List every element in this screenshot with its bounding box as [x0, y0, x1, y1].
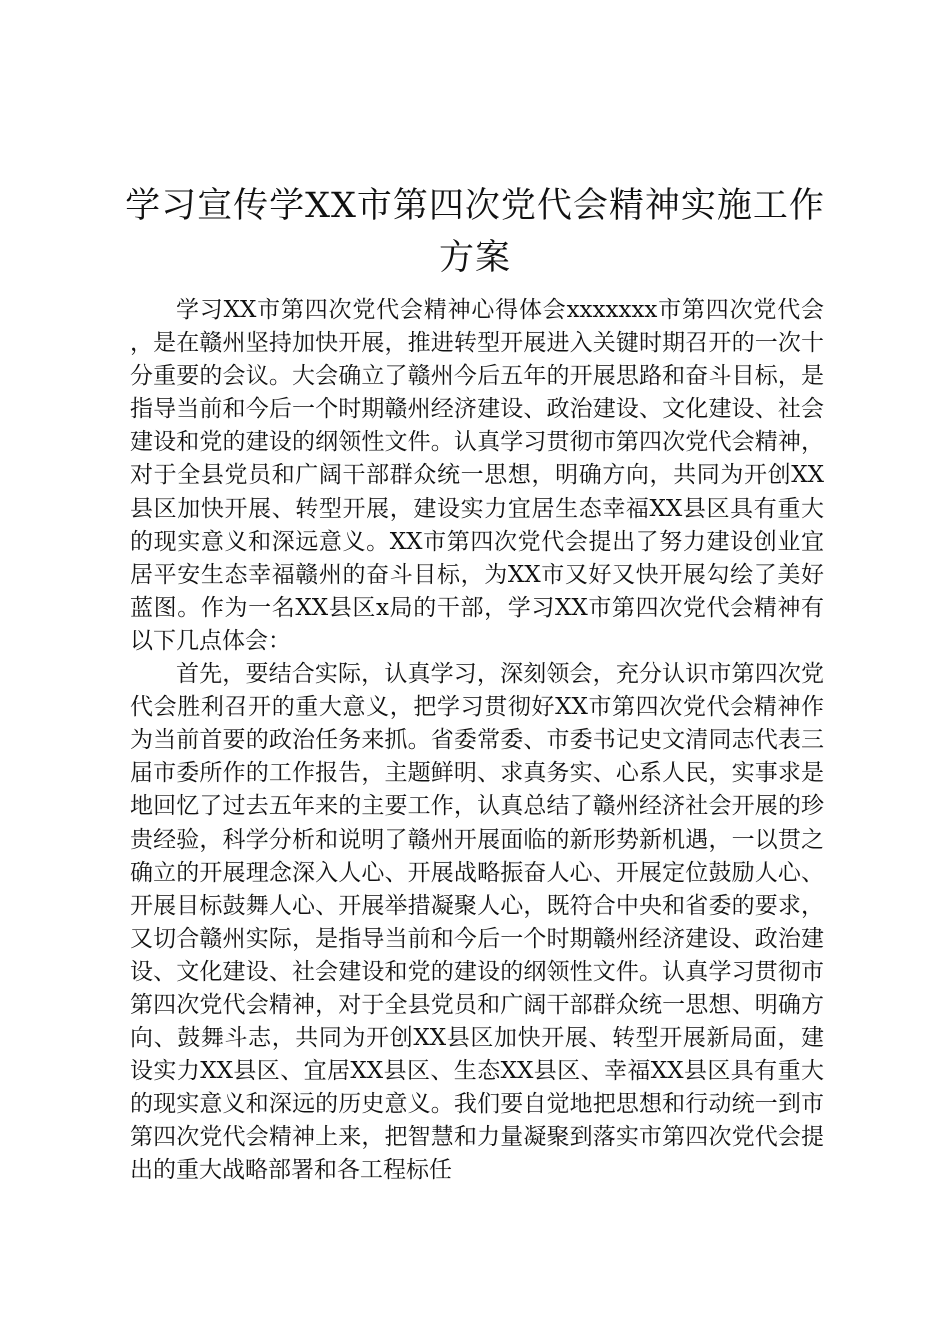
document-title — [120, 180, 830, 284]
document-title-line-1: 学习宣传学XX市第四次党代会精神实施工作 — [125, 186, 825, 226]
body-paragraph-2: 首先，要结合实际，认真学习，深刻领会，充分认识市第四次党代会胜利召开的重大意义，把学习贯彻好XX市第四次党代会精神作为当前首要的政治任务来抓。省委常委、市委书记史文清同志代表三届市委所作的工作报告，主题鲜明、求真务实、心系人民，实事求是地回忆了过去五年来的主要工作，认真总结了赣州经济社会开展的珍贵经验，科学分析和说明了赣州开展面临的新形势新机遇，一以贯之确立的开展理念深入人心、开展战略振奋人心、开展定位鼓励人心、开展目标鼓舞人心、开展举措凝聚人心，既符合中央和省委的要求，又切合赣州实际，是指导当前和今后一个时期赣州经济建设、政治建设、文化建设、社会建设和党的建设的纲领性文件。认真学习贯彻市第四次党代会精神，对于全县党员和广阔干部群众统一思想、明确方向、鼓舞斗志，共同为开创XX县区加快开展、转型开展新局面，建设实力XX县区、宜居XX县区、生态XX县区、幸福XX县区具有重大的现实意义和深远的历史意义。我们要自觉地把思想和行动统一到市第四次党代会精神上来，把智慧和力量凝聚到落实市第四次党代会提出的重大战略部署和各工程标任 — [130, 661, 824, 1184]
body-paragraph-1: 学习XX市第四次党代会精神心得体会xxxxxxx市第四次党代会，是在赣州坚持加快开展，推进转型开展进入关键时期召开的一次十分重要的会议。大会确立了赣州今后五年的开展思路和奋斗目标，是指导当前和今后一个时期赣州经济建设、政治建设、文化建设、社会建设和党的建设的纲领性文件。认真学习贯彻市第四次党代会精神，对于全县党员和广阔干部群众统一思想，明确方向，共同为开创XX县区加快开展、转型开展，建设实力宜居生态幸福XX县区具有重大的现实意义和深远意义。XX市第四次党代会提出了努力建设创业宜居平安生态幸福赣州的奋斗目标，为XX市又好又快开展勾绘了美好蓝图。作为一名XX县区x局的干部，学习XX市第四次党代会精神有以下几点体会： — [130, 297, 824, 654]
document-body — [130, 294, 824, 1188]
document-title-line-2: 方案 — [438, 238, 511, 278]
